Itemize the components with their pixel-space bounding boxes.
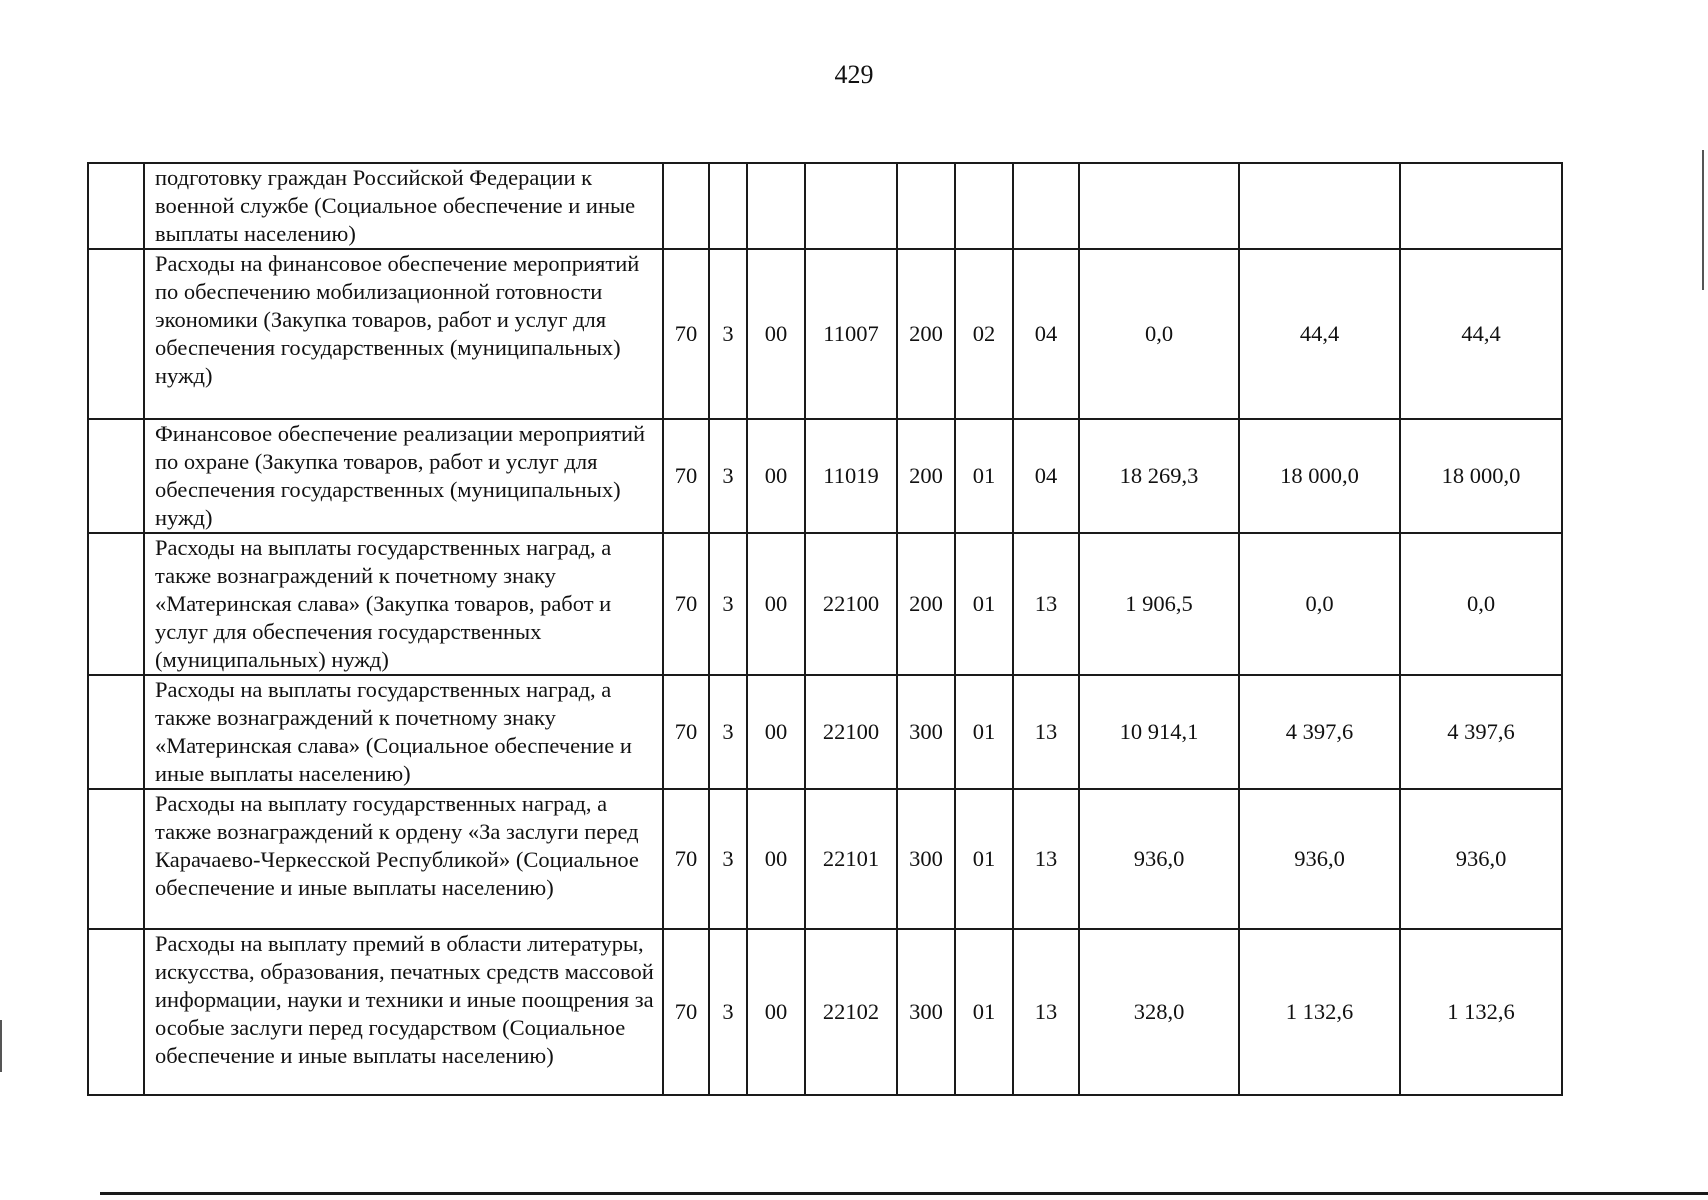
- page-number: 429: [834, 60, 874, 89]
- table-row: [88, 533, 1562, 675]
- code-cell: 3: [709, 675, 747, 789]
- code-cell: 11019: [805, 419, 897, 533]
- description-cell: Расходы на выплаты государственных наград, а также вознаграждений к почетному знаку «Материнская слава» (Социальное обеспечение и иные выплаты населению): [144, 675, 663, 789]
- code-cell: 04: [1013, 419, 1079, 533]
- row-number-cell: [88, 929, 144, 1095]
- table-row: [88, 929, 1562, 1095]
- code-cell: [1013, 163, 1079, 249]
- code-cell: 70: [663, 675, 709, 789]
- code-cell: 200: [897, 419, 955, 533]
- table-row: [88, 789, 1562, 929]
- code-cell: 01: [955, 419, 1013, 533]
- code-cell: 11007: [805, 249, 897, 419]
- code-cell: 300: [897, 675, 955, 789]
- code-cell: 13: [1013, 675, 1079, 789]
- description-cell: подготовку граждан Российской Федерации к военной службе (Социальное обеспечение и иные выплаты населению): [144, 163, 663, 249]
- description-cell: Расходы на выплату премий в области литературы, искусства, образования, печатных средств массовой информации, науки и техники и иные поощрения за особые заслуги перед государством (Социальное обеспечение и иные выплаты населению): [144, 929, 663, 1095]
- amount-cell: 936,0: [1400, 789, 1562, 929]
- code-cell: 300: [897, 929, 955, 1095]
- amount-cell: 10 914,1: [1079, 675, 1239, 789]
- code-cell: 22101: [805, 789, 897, 929]
- amount-cell: 1 132,6: [1400, 929, 1562, 1095]
- amount-cell: 18 000,0: [1239, 419, 1400, 533]
- code-cell: [955, 163, 1013, 249]
- code-cell: 200: [897, 533, 955, 675]
- code-cell: 3: [709, 929, 747, 1095]
- code-cell: 13: [1013, 929, 1079, 1095]
- code-cell: 13: [1013, 789, 1079, 929]
- code-cell: 3: [709, 533, 747, 675]
- code-cell: 300: [897, 789, 955, 929]
- table-row: [88, 675, 1562, 789]
- description-cell: Финансовое обеспечение реализации мероприятий по охране (Закупка товаров, работ и услуг для обеспечения государственных (муниципальных) нужд): [144, 419, 663, 533]
- amount-cell: 0,0: [1400, 533, 1562, 675]
- row-number-cell: [88, 163, 144, 249]
- code-cell: [663, 163, 709, 249]
- code-cell: 3: [709, 789, 747, 929]
- code-cell: 01: [955, 789, 1013, 929]
- amount-cell: 4 397,6: [1400, 675, 1562, 789]
- description-cell: Расходы на выплаты государственных наград, а также вознаграждений к почетному знаку «Материнская слава» (Закупка товаров, работ и услуг для обеспечения государственных (муниципальных) нужд): [144, 533, 663, 675]
- scan-artifact: [1702, 150, 1704, 290]
- description-cell: Расходы на финансовое обеспечение мероприятий по обеспечению мобилизационной готовности экономики (Закупка товаров, работ и услуг для обеспечения государственных (муниципальных) нужд): [144, 249, 663, 419]
- table-row: [88, 163, 1562, 249]
- code-cell: 200: [897, 249, 955, 419]
- amount-cell: 936,0: [1239, 789, 1400, 929]
- amount-cell: 18 269,3: [1079, 419, 1239, 533]
- table-row: [88, 249, 1562, 419]
- code-cell: [897, 163, 955, 249]
- amount-cell: 328,0: [1079, 929, 1239, 1095]
- code-cell: [747, 163, 805, 249]
- description-cell: Расходы на выплату государственных наград, а также вознаграждений к ордену «За заслуги перед Карачаево-Черкесской Республикой» (Социальное обеспечение и иные выплаты населению): [144, 789, 663, 929]
- code-cell: 00: [747, 789, 805, 929]
- code-cell: 22100: [805, 675, 897, 789]
- row-number-cell: [88, 419, 144, 533]
- row-number-cell: [88, 533, 144, 675]
- code-cell: 04: [1013, 249, 1079, 419]
- code-cell: [709, 163, 747, 249]
- row-number-cell: [88, 675, 144, 789]
- amount-cell: 936,0: [1079, 789, 1239, 929]
- amount-cell: [1239, 163, 1400, 249]
- bottom-rule: [100, 1192, 1708, 1195]
- code-cell: 70: [663, 929, 709, 1095]
- code-cell: [805, 163, 897, 249]
- code-cell: 70: [663, 789, 709, 929]
- amount-cell: [1400, 163, 1562, 249]
- code-cell: 02: [955, 249, 1013, 419]
- code-cell: 22102: [805, 929, 897, 1095]
- amount-cell: 1 906,5: [1079, 533, 1239, 675]
- row-number-cell: [88, 249, 144, 419]
- code-cell: 22100: [805, 533, 897, 675]
- table-row: [88, 419, 1562, 533]
- amount-cell: 0,0: [1079, 249, 1239, 419]
- amount-cell: 1 132,6: [1239, 929, 1400, 1095]
- code-cell: 3: [709, 419, 747, 533]
- code-cell: 00: [747, 419, 805, 533]
- amount-cell: 44,4: [1400, 249, 1562, 419]
- code-cell: 01: [955, 675, 1013, 789]
- scan-artifact: [0, 1020, 2, 1072]
- code-cell: 70: [663, 533, 709, 675]
- code-cell: 70: [663, 419, 709, 533]
- code-cell: 13: [1013, 533, 1079, 675]
- code-cell: 01: [955, 533, 1013, 675]
- code-cell: 70: [663, 249, 709, 419]
- code-cell: 3: [709, 249, 747, 419]
- code-cell: 00: [747, 533, 805, 675]
- code-cell: 00: [747, 675, 805, 789]
- amount-cell: 18 000,0: [1400, 419, 1562, 533]
- budget-table: [87, 162, 1563, 1096]
- code-cell: 01: [955, 929, 1013, 1095]
- code-cell: 00: [747, 929, 805, 1095]
- code-cell: 00: [747, 249, 805, 419]
- amount-cell: 0,0: [1239, 533, 1400, 675]
- amount-cell: 4 397,6: [1239, 675, 1400, 789]
- row-number-cell: [88, 789, 144, 929]
- amount-cell: [1079, 163, 1239, 249]
- amount-cell: 44,4: [1239, 249, 1400, 419]
